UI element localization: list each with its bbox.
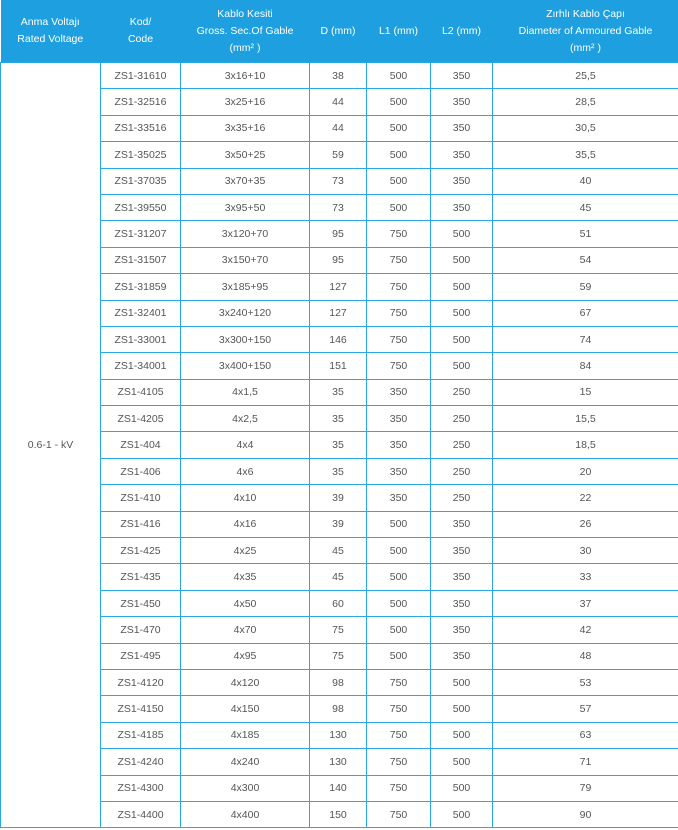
header-d: D (mm): [310, 0, 367, 63]
d-cell: 73: [310, 194, 367, 220]
section-cell: 4x25: [181, 538, 310, 564]
diameter-cell: 42: [493, 617, 678, 643]
header-code-en: Code: [127, 33, 154, 45]
l1-cell: 750: [367, 353, 431, 379]
l2-cell: 350: [431, 194, 493, 220]
diameter-cell: 15: [493, 379, 678, 405]
table-row: [1, 590, 678, 616]
l2-cell: 500: [431, 247, 493, 273]
header-section-tr: Kablo Kesiti: [217, 7, 273, 20]
section-cell: 3x25+16: [181, 89, 310, 115]
diameter-cell: 18,5: [493, 432, 678, 458]
header-section-unit: (mm² ): [229, 41, 261, 54]
section-cell: 4x1,5: [181, 379, 310, 405]
d-cell: 130: [310, 749, 367, 775]
l2-cell: 350: [431, 564, 493, 590]
section-cell: 4x95: [181, 643, 310, 669]
code-cell: ZS1-32516: [101, 89, 181, 115]
section-cell: 4x70: [181, 617, 310, 643]
diameter-cell: 30: [493, 538, 678, 564]
diameter-cell: 15,5: [493, 406, 678, 432]
section-cell: 4x4: [181, 432, 310, 458]
l1-cell: 350: [367, 406, 431, 432]
table-row: [1, 194, 678, 220]
l1-cell: 750: [367, 696, 431, 722]
code-cell: ZS1-39550: [101, 194, 181, 220]
code-cell: ZS1-4150: [101, 696, 181, 722]
code-cell: ZS1-4205: [101, 406, 181, 432]
l2-cell: 350: [431, 168, 493, 194]
d-cell: 146: [310, 326, 367, 352]
code-cell: ZS1-435: [101, 564, 181, 590]
d-cell: 140: [310, 775, 367, 801]
d-cell: 95: [310, 221, 367, 247]
table-row: [1, 63, 678, 89]
code-cell: ZS1-34001: [101, 353, 181, 379]
l1-cell: 750: [367, 247, 431, 273]
diameter-cell: 79: [493, 775, 678, 801]
d-cell: 35: [310, 432, 367, 458]
section-cell: 4x6: [181, 458, 310, 484]
l2-cell: 250: [431, 485, 493, 511]
table-row: [1, 485, 678, 511]
d-cell: 95: [310, 247, 367, 273]
table-row: [1, 300, 678, 326]
diameter-cell: 54: [493, 247, 678, 273]
diameter-cell: 63: [493, 722, 678, 748]
section-cell: 3x95+50: [181, 194, 310, 220]
header-l2: L2 (mm): [431, 0, 493, 63]
d-cell: 44: [310, 115, 367, 141]
d-cell: 38: [310, 63, 367, 89]
table-row: [1, 221, 678, 247]
l1-cell: 500: [367, 63, 431, 89]
d-cell: 130: [310, 722, 367, 748]
code-cell: ZS1-404: [101, 432, 181, 458]
code-cell: ZS1-31507: [101, 247, 181, 273]
code-cell: ZS1-425: [101, 538, 181, 564]
l1-cell: 350: [367, 379, 431, 405]
code-cell: ZS1-35025: [101, 142, 181, 168]
table-row: [1, 406, 678, 432]
section-cell: 3x240+120: [181, 300, 310, 326]
section-cell: 4x50: [181, 590, 310, 616]
l2-cell: 350: [431, 511, 493, 537]
table-row: [1, 564, 678, 590]
diameter-cell: 48: [493, 643, 678, 669]
table-row: [1, 142, 678, 168]
d-cell: 39: [310, 511, 367, 537]
section-cell: 3x70+35: [181, 168, 310, 194]
l1-cell: 500: [367, 511, 431, 537]
d-cell: 35: [310, 458, 367, 484]
d-cell: 75: [310, 643, 367, 669]
section-cell: 3x120+70: [181, 221, 310, 247]
l1-cell: 750: [367, 326, 431, 352]
table-row: [1, 247, 678, 273]
table-row: [1, 379, 678, 405]
l2-cell: 500: [431, 749, 493, 775]
code-cell: ZS1-31207: [101, 221, 181, 247]
d-cell: 45: [310, 538, 367, 564]
l2-cell: 250: [431, 432, 493, 458]
l2-cell: 250: [431, 379, 493, 405]
code-cell: ZS1-495: [101, 643, 181, 669]
d-cell: 35: [310, 406, 367, 432]
d-cell: 98: [310, 696, 367, 722]
l2-cell: 500: [431, 722, 493, 748]
table-body: [1, 63, 678, 828]
d-cell: 39: [310, 485, 367, 511]
diameter-cell: 53: [493, 669, 678, 695]
section-cell: 3x400+150: [181, 353, 310, 379]
l1-cell: 750: [367, 749, 431, 775]
code-cell: ZS1-33001: [101, 326, 181, 352]
diameter-cell: 28,5: [493, 89, 678, 115]
section-cell: 3x16+10: [181, 63, 310, 89]
header-section-en: Gross. Sec.Of Gable: [196, 24, 294, 37]
diameter-cell: 35,5: [493, 142, 678, 168]
diameter-cell: 67: [493, 300, 678, 326]
l1-cell: 750: [367, 274, 431, 300]
diameter-cell: 45: [493, 194, 678, 220]
voltage-cell: 0.6-1 - kV: [1, 63, 101, 828]
diameter-cell: 51: [493, 221, 678, 247]
section-cell: 4x120: [181, 669, 310, 695]
l1-cell: 750: [367, 669, 431, 695]
l1-cell: 350: [367, 432, 431, 458]
l2-cell: 250: [431, 458, 493, 484]
code-cell: ZS1-4400: [101, 801, 181, 827]
d-cell: 150: [310, 801, 367, 827]
d-cell: 151: [310, 353, 367, 379]
section-cell: 4x400: [181, 801, 310, 827]
table-row: [1, 115, 678, 141]
table-row: [1, 722, 678, 748]
l1-cell: 350: [367, 485, 431, 511]
header-row: [1, 0, 678, 63]
header-code-tr: Kod/: [129, 16, 152, 28]
table-row: [1, 669, 678, 695]
code-cell: ZS1-4185: [101, 722, 181, 748]
l2-cell: 500: [431, 274, 493, 300]
section-cell: 3x35+16: [181, 115, 310, 141]
code-cell: ZS1-4300: [101, 775, 181, 801]
l2-cell: 500: [431, 775, 493, 801]
table-row: [1, 89, 678, 115]
code-cell: ZS1-33516: [101, 115, 181, 141]
code-cell: ZS1-470: [101, 617, 181, 643]
l2-cell: 350: [431, 643, 493, 669]
code-cell: ZS1-406: [101, 458, 181, 484]
l1-cell: 750: [367, 722, 431, 748]
l2-cell: 350: [431, 63, 493, 89]
l1-cell: 500: [367, 643, 431, 669]
table-row: [1, 458, 678, 484]
l2-cell: 350: [431, 142, 493, 168]
diameter-cell: 37: [493, 590, 678, 616]
diameter-cell: 26: [493, 511, 678, 537]
l1-cell: 500: [367, 89, 431, 115]
section-cell: 4x10: [181, 485, 310, 511]
d-cell: 73: [310, 168, 367, 194]
header-diameter: [493, 0, 678, 63]
section-cell: 4x185: [181, 722, 310, 748]
l2-cell: 350: [431, 538, 493, 564]
header-voltage-en: Rated Voltage: [17, 33, 84, 45]
diameter-cell: 84: [493, 353, 678, 379]
d-cell: 45: [310, 564, 367, 590]
code-cell: ZS1-410: [101, 485, 181, 511]
table-row: [1, 775, 678, 801]
diameter-cell: 33: [493, 564, 678, 590]
code-cell: ZS1-37035: [101, 168, 181, 194]
d-cell: 75: [310, 617, 367, 643]
l1-cell: 500: [367, 590, 431, 616]
header-voltage-tr: Anma Voltajı: [20, 16, 80, 28]
diameter-cell: 59: [493, 274, 678, 300]
l2-cell: 500: [431, 300, 493, 326]
section-cell: 3x185+95: [181, 274, 310, 300]
header-l1: L1 (mm): [367, 0, 431, 63]
section-cell: 4x240: [181, 749, 310, 775]
d-cell: 44: [310, 89, 367, 115]
header-diameter-en: Diameter of Armoured Gable: [518, 24, 653, 37]
d-cell: 60: [310, 590, 367, 616]
section-cell: 3x300+150: [181, 326, 310, 352]
d-cell: 35: [310, 379, 367, 405]
table-row: [1, 696, 678, 722]
diameter-cell: 22: [493, 485, 678, 511]
l1-cell: 750: [367, 300, 431, 326]
table-row: [1, 432, 678, 458]
l1-cell: 500: [367, 168, 431, 194]
l1-cell: 750: [367, 801, 431, 827]
table-row: [1, 326, 678, 352]
d-cell: 98: [310, 669, 367, 695]
header-code: [101, 0, 181, 63]
l1-cell: 500: [367, 142, 431, 168]
l2-cell: 350: [431, 590, 493, 616]
table-row: [1, 749, 678, 775]
section-cell: 4x16: [181, 511, 310, 537]
l2-cell: 350: [431, 89, 493, 115]
l1-cell: 500: [367, 194, 431, 220]
diameter-cell: 74: [493, 326, 678, 352]
code-cell: ZS1-450: [101, 590, 181, 616]
table-row: [1, 353, 678, 379]
section-cell: 4x300: [181, 775, 310, 801]
section-cell: 3x50+25: [181, 142, 310, 168]
d-cell: 127: [310, 274, 367, 300]
header-voltage: [1, 0, 101, 63]
d-cell: 59: [310, 142, 367, 168]
table-row: [1, 617, 678, 643]
l2-cell: 500: [431, 696, 493, 722]
header-section: [181, 0, 310, 63]
code-cell: ZS1-4105: [101, 379, 181, 405]
l2-cell: 500: [431, 353, 493, 379]
table-row: [1, 538, 678, 564]
code-cell: ZS1-4120: [101, 669, 181, 695]
code-cell: ZS1-31859: [101, 274, 181, 300]
table-row: [1, 511, 678, 537]
diameter-cell: 25,5: [493, 63, 678, 89]
section-cell: 3x150+70: [181, 247, 310, 273]
l2-cell: 500: [431, 801, 493, 827]
d-cell: 127: [310, 300, 367, 326]
l1-cell: 350: [367, 458, 431, 484]
table-row: [1, 643, 678, 669]
l1-cell: 750: [367, 221, 431, 247]
section-cell: 4x35: [181, 564, 310, 590]
table-header: [1, 0, 678, 63]
diameter-cell: 30,5: [493, 115, 678, 141]
diameter-cell: 20: [493, 458, 678, 484]
diameter-cell: 90: [493, 801, 678, 827]
l2-cell: 250: [431, 406, 493, 432]
code-cell: ZS1-416: [101, 511, 181, 537]
l2-cell: 350: [431, 115, 493, 141]
l2-cell: 350: [431, 617, 493, 643]
l2-cell: 500: [431, 669, 493, 695]
header-diameter-unit: (mm² ): [570, 41, 601, 54]
l1-cell: 500: [367, 617, 431, 643]
table-row: [1, 801, 678, 827]
section-cell: 4x2,5: [181, 406, 310, 432]
code-cell: ZS1-4240: [101, 749, 181, 775]
table-row: [1, 168, 678, 194]
section-cell: 4x150: [181, 696, 310, 722]
diameter-cell: 57: [493, 696, 678, 722]
diameter-cell: 40: [493, 168, 678, 194]
code-cell: ZS1-31610: [101, 63, 181, 89]
diameter-cell: 71: [493, 749, 678, 775]
l1-cell: 500: [367, 538, 431, 564]
table-row: [1, 274, 678, 300]
header-diameter-tr: Zırhlı Kablo Çapı: [546, 7, 625, 20]
l1-cell: 500: [367, 564, 431, 590]
l2-cell: 500: [431, 221, 493, 247]
l1-cell: 500: [367, 115, 431, 141]
l2-cell: 500: [431, 326, 493, 352]
l1-cell: 750: [367, 775, 431, 801]
code-cell: ZS1-32401: [101, 300, 181, 326]
